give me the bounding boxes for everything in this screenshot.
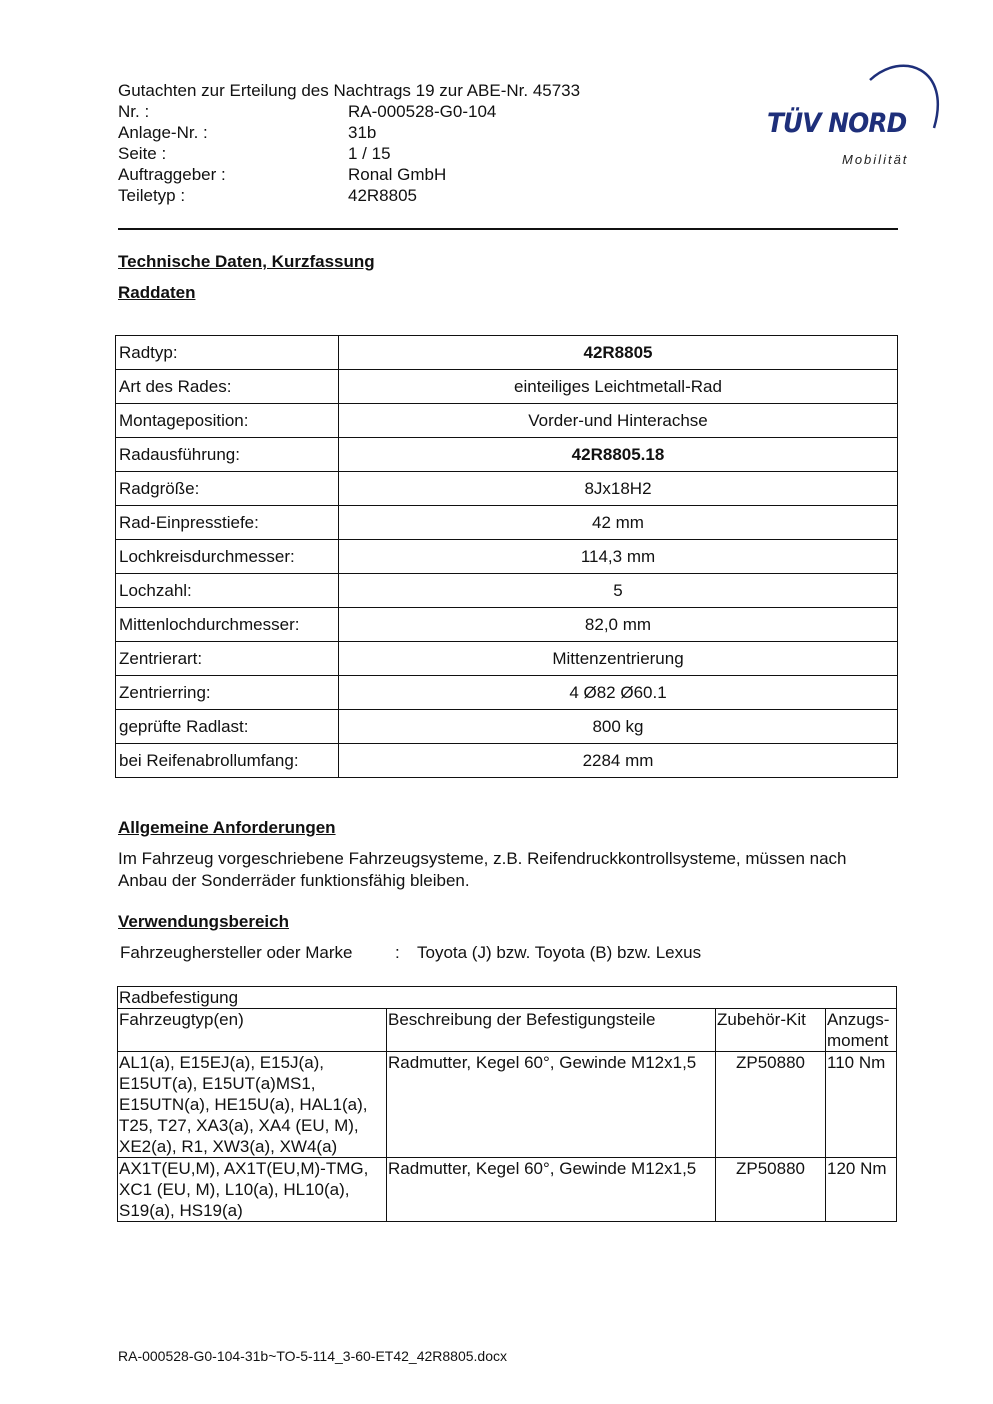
raddaten-value: Vorder-und Hinterachse (339, 404, 898, 438)
raddaten-label: Radgröße: (116, 472, 339, 506)
tuv-nord-logo (762, 58, 942, 170)
table-row (116, 710, 898, 744)
raddaten-label: Radausführung: (116, 438, 339, 472)
footer-filename: RA-000528-G0-104-31b~TO-5-114_3-60-ET42_42R8805.docx (118, 1348, 508, 1364)
table-row (116, 506, 898, 540)
fahrzeugtypen-cell: AX1T(EU,M), AX1T(EU,M)-TMG, XC1 (EU, M), L10(a), HL10(a), S19(a), HS19(a) (118, 1158, 387, 1222)
heading-technische-daten: Technische Daten, Kurzfassung (118, 252, 375, 271)
column-header: Zubehör-Kit (716, 1009, 826, 1052)
header-row: Anlage-Nr. : 31b (118, 123, 377, 142)
verwendung-value: Toyota (J) bzw. Toyota (B) bzw. Lexus (417, 943, 702, 962)
befestigung-header-row (118, 1009, 897, 1052)
raddaten-label: Zentrierart: (116, 642, 339, 676)
raddaten-label: bei Reifenabrollumfang: (116, 744, 339, 778)
raddaten-value: 5 (339, 574, 898, 608)
torque-cell: 110 Nm (826, 1052, 897, 1158)
raddaten-label: Lochkreisdurchmesser: (116, 540, 339, 574)
heading-verwendung: Verwendungsbereich (118, 912, 289, 931)
fahrzeugtypen-cell: AL1(a), E15EJ(a), E15J(a), E15UT(a), E15UT(a)MS1, E15UTN(a), HE15U(a), HAL1(a), T25, T27, XA3(a), XA4 (EU, M), XE2(a), R1, XW3(a), XW4(a) (118, 1052, 387, 1158)
verwendung-row (120, 943, 701, 963)
logo-sub: Mobilität (842, 152, 909, 167)
table-row (118, 1158, 897, 1222)
raddaten-value: 114,3 mm (339, 540, 898, 574)
header-divider (118, 228, 898, 230)
raddaten-value: 42 mm (339, 506, 898, 540)
header-row: Teiletyp : 42R8805 (118, 186, 418, 205)
heading-allgemeine: Allgemeine Anforderungen (118, 818, 336, 837)
logo-brand: TÜV NORD (767, 108, 907, 139)
raddaten-label: Art des Rades: (116, 370, 339, 404)
kit-cell: ZP50880 (716, 1158, 826, 1222)
raddaten-value: 800 kg (339, 710, 898, 744)
kit-cell: ZP50880 (716, 1052, 826, 1158)
raddaten-label: geprüfte Radlast: (116, 710, 339, 744)
raddaten-label: Montageposition: (116, 404, 339, 438)
table-row (116, 574, 898, 608)
table-row (116, 404, 898, 438)
document-header (118, 80, 580, 206)
table-row (116, 438, 898, 472)
raddaten-value: 4 Ø82 Ø60.1 (339, 676, 898, 710)
raddaten-value: 82,0 mm (339, 608, 898, 642)
table-row (116, 676, 898, 710)
raddaten-value: Mittenzentrierung (339, 642, 898, 676)
verwendung-sep: : (395, 943, 400, 962)
raddaten-label: Rad-Einpresstiefe: (116, 506, 339, 540)
befestigung-title: Radbefestigung (118, 987, 897, 1009)
table-row (116, 472, 898, 506)
document-title: Gutachten zur Erteilung des Nachtrags 19 zur ABE-Nr. 45733 (118, 81, 581, 100)
table-row (116, 540, 898, 574)
raddaten-value: 8Jx18H2 (339, 472, 898, 506)
befestigung-table (117, 986, 897, 1222)
table-row (116, 608, 898, 642)
allgemeine-text: Im Fahrzeug vorgeschriebene Fahrzeugsysteme, z.B. Reifendruckkontrollsysteme, müssen nach Anbau der Sonderräder funktionsfähig bleiben. (118, 849, 847, 890)
raddaten-label: Zentrierring: (116, 676, 339, 710)
raddaten-value: 42R8805.18 (339, 438, 898, 472)
raddaten-value: 42R8805 (339, 336, 898, 370)
torque-cell: 120 Nm (826, 1158, 897, 1222)
beschreibung-cell: Radmutter, Kegel 60°, Gewinde M12x1,5 (387, 1052, 716, 1158)
raddaten-value: 2284 mm (339, 744, 898, 778)
table-row (118, 1052, 897, 1158)
header-row: Seite : 1 / 15 (118, 144, 391, 163)
beschreibung-cell: Radmutter, Kegel 60°, Gewinde M12x1,5 (387, 1158, 716, 1222)
raddaten-label: Radtyp: (116, 336, 339, 370)
column-header: Fahrzeugtyp(en) (118, 1009, 387, 1052)
verwendung-label: Fahrzeughersteller oder Marke (120, 943, 353, 962)
column-header: Beschreibung der Befestigungsteile (387, 1009, 716, 1052)
raddaten-label: Mittenlochdurchmesser: (116, 608, 339, 642)
table-row (116, 370, 898, 404)
heading-raddaten: Raddaten (118, 283, 196, 302)
table-row (116, 642, 898, 676)
table-row (116, 336, 898, 370)
column-header: Anzugs-moment (826, 1009, 897, 1052)
raddaten-label: Lochzahl: (116, 574, 339, 608)
header-row: Nr. : RA-000528-G0-104 (118, 102, 497, 121)
raddaten-value: einteiliges Leichtmetall-Rad (339, 370, 898, 404)
raddaten-table (115, 335, 898, 778)
header-row: Auftraggeber : Ronal GmbH (118, 165, 447, 184)
table-row (116, 744, 898, 778)
